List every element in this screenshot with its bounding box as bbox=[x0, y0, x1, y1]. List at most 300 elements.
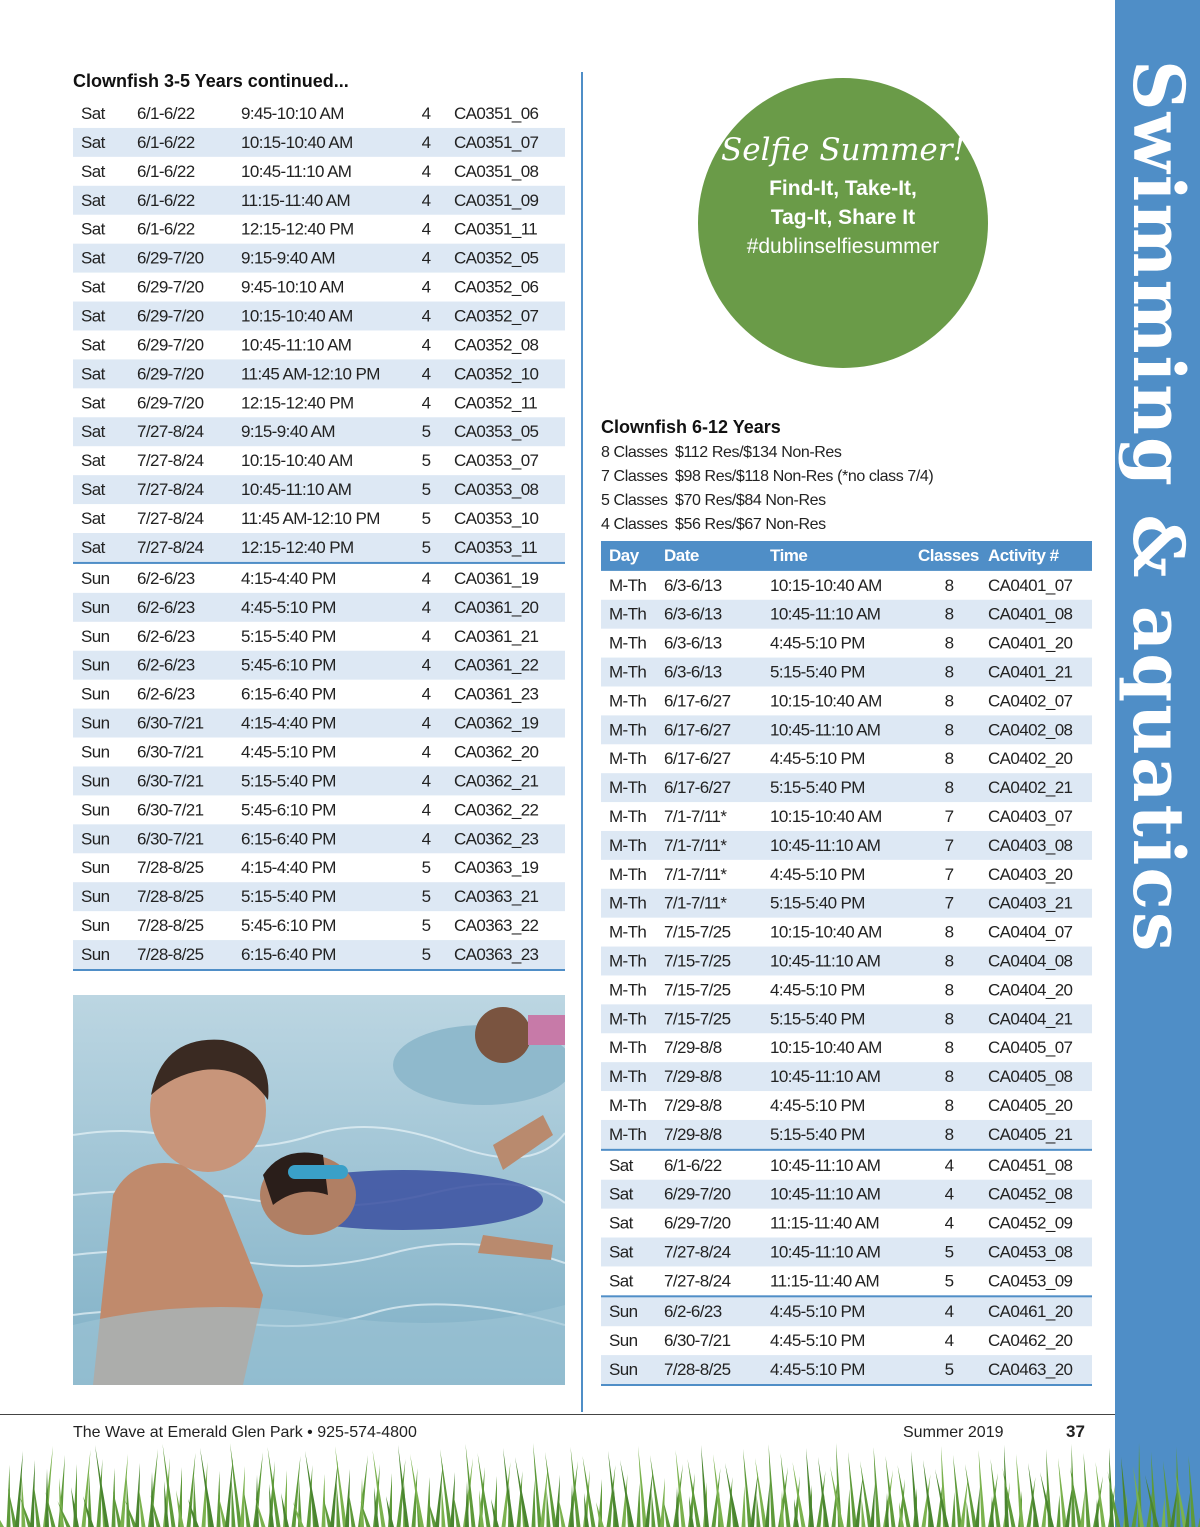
cell-classes: 4 bbox=[421, 103, 431, 123]
cell-date: 6/30-7/21 bbox=[137, 799, 204, 819]
table-row bbox=[73, 622, 565, 651]
table-row bbox=[601, 860, 1092, 889]
cell-time: 10:45-11:10 AM bbox=[762, 947, 910, 976]
cell-activity: CA0453_09 bbox=[988, 1270, 1073, 1290]
table-row bbox=[601, 1326, 1092, 1355]
cell-date: 6/3-6/13 bbox=[664, 575, 722, 595]
cell-date: 6/1-6/22 bbox=[137, 103, 195, 123]
header-classes: Classes bbox=[910, 541, 980, 571]
cell-activity: CA0361_23 bbox=[454, 684, 539, 704]
cell-time: 6:15-6:40 PM bbox=[233, 824, 398, 853]
cell-activity: CA0352_05 bbox=[446, 244, 565, 273]
right-schedule-table bbox=[601, 541, 1092, 1386]
cell-time: 10:15-10:40 AM bbox=[770, 690, 882, 710]
grass-decoration bbox=[0, 1440, 1200, 1527]
column-divider bbox=[581, 72, 583, 1412]
table-row bbox=[601, 773, 1092, 802]
cell-date: 6/1-6/22 bbox=[137, 219, 195, 239]
cell-activity: CA0353_05 bbox=[446, 417, 565, 446]
cell-activity: CA0362_23 bbox=[446, 824, 565, 853]
cell-date: 7/27-8/24 bbox=[137, 450, 204, 470]
cell-day: Sat bbox=[601, 1150, 656, 1180]
cell-activity: CA0403_08 bbox=[980, 831, 1092, 860]
cell-activity: CA0402_07 bbox=[988, 690, 1073, 710]
cell-classes: 5 bbox=[398, 882, 446, 911]
table-row bbox=[601, 571, 1092, 600]
table-row bbox=[601, 715, 1092, 744]
cell-time: 4:45-5:10 PM bbox=[770, 1330, 865, 1350]
table-row bbox=[601, 1150, 1092, 1180]
cell-activity: CA0363_23 bbox=[446, 940, 565, 970]
cell-time: 11:15-11:40 AM bbox=[233, 186, 398, 215]
table-row bbox=[601, 802, 1092, 831]
cell-day: M-Th bbox=[601, 773, 656, 802]
cell-date: 6/1-6/22 bbox=[129, 186, 233, 215]
cell-day: M-Th bbox=[609, 690, 647, 710]
table-row bbox=[601, 658, 1092, 687]
cell-time: 10:45-11:10 AM bbox=[241, 161, 352, 181]
cell-activity: CA0462_20 bbox=[988, 1330, 1073, 1350]
cell-day: M-Th bbox=[609, 1037, 647, 1057]
cell-time: 5:15-5:40 PM bbox=[762, 773, 910, 802]
cell-day: Sat bbox=[73, 359, 129, 388]
cell-time: 10:45-11:10 AM bbox=[762, 831, 910, 860]
cell-classes: 4 bbox=[398, 593, 446, 622]
badge-title: Selfie Summer! bbox=[721, 132, 965, 168]
cell-time: 12:15-12:40 PM bbox=[241, 392, 354, 412]
cell-date: 7/29-8/8 bbox=[656, 1062, 762, 1091]
cell-time: 5:15-5:40 PM bbox=[762, 889, 910, 918]
cell-activity: CA0403_07 bbox=[988, 806, 1073, 826]
badge-hashtag: #dublinselfiesummer bbox=[746, 235, 940, 258]
pricing-price: $98 Res/$118 Non-Res (*no class 7/4) bbox=[675, 468, 934, 485]
cell-activity: CA0361_19 bbox=[446, 563, 565, 593]
cell-day: Sun bbox=[81, 857, 110, 877]
cell-activity: CA0405_08 bbox=[980, 1062, 1092, 1091]
cell-activity: CA0363_22 bbox=[454, 915, 539, 935]
cell-classes: 8 bbox=[944, 1095, 954, 1115]
cell-date: 7/29-8/8 bbox=[656, 1120, 762, 1150]
cell-day: Sat bbox=[609, 1213, 633, 1233]
cell-time: 10:15-10:40 AM bbox=[233, 128, 398, 157]
cell-day: M-Th bbox=[609, 633, 647, 653]
cell-classes: 5 bbox=[398, 417, 446, 446]
cell-classes: 4 bbox=[944, 1330, 954, 1350]
cell-time: 4:45-5:10 PM bbox=[770, 633, 865, 653]
cell-activity: CA0452_09 bbox=[988, 1213, 1073, 1233]
cell-activity: CA0404_20 bbox=[988, 979, 1073, 999]
cell-activity: CA0463_20 bbox=[980, 1355, 1092, 1385]
table-row bbox=[73, 244, 565, 273]
cell-time: 5:15-5:40 PM bbox=[233, 882, 398, 911]
cell-date: 7/29-8/8 bbox=[664, 1095, 722, 1115]
cell-classes: 4 bbox=[421, 684, 431, 704]
cell-time: 4:45-5:10 PM bbox=[233, 593, 398, 622]
table-row bbox=[73, 940, 565, 970]
cell-activity: CA0361_20 bbox=[446, 593, 565, 622]
table-row bbox=[601, 1091, 1092, 1120]
cell-date: 7/27-8/24 bbox=[656, 1238, 762, 1267]
cell-time: 9:15-9:40 AM bbox=[233, 417, 398, 446]
cell-date: 6/29-7/20 bbox=[129, 359, 233, 388]
cell-day: Sat bbox=[601, 1238, 656, 1267]
cell-classes: 5 bbox=[398, 475, 446, 504]
cell-time: 5:15-5:40 PM bbox=[762, 658, 910, 687]
cell-activity: CA0405_21 bbox=[980, 1120, 1092, 1150]
cell-time: 10:45-11:10 AM bbox=[762, 600, 910, 629]
cell-activity: CA0352_08 bbox=[454, 334, 539, 354]
pricing-row bbox=[601, 513, 933, 537]
table-row bbox=[601, 1238, 1092, 1267]
table-header-row bbox=[601, 541, 1092, 571]
cell-date: 7/27-8/24 bbox=[129, 475, 233, 504]
cell-activity: CA0353_11 bbox=[446, 533, 565, 563]
pricing-price: $112 Res/$134 Non-Res bbox=[675, 444, 842, 461]
cell-classes: 4 bbox=[421, 626, 431, 646]
cell-classes: 4 bbox=[421, 277, 431, 297]
cell-activity: CA0404_21 bbox=[980, 1004, 1092, 1033]
cell-date: 6/17-6/27 bbox=[656, 773, 762, 802]
footer-season: Summer 2019 bbox=[903, 1424, 1004, 1441]
cell-date: 7/15-7/25 bbox=[664, 979, 731, 999]
cell-activity: CA0351_11 bbox=[454, 219, 538, 239]
cell-date: 7/1-7/11* bbox=[656, 889, 762, 918]
table-row bbox=[73, 99, 565, 128]
cell-date: 6/1-6/22 bbox=[129, 128, 233, 157]
right-section-title: Clownfish 6-12 Years bbox=[601, 417, 781, 437]
table-row bbox=[601, 1209, 1092, 1238]
table-row bbox=[601, 1180, 1092, 1209]
cell-classes: 4 bbox=[421, 161, 431, 181]
cell-date: 7/27-8/24 bbox=[129, 417, 233, 446]
cell-activity: CA0352_10 bbox=[446, 359, 565, 388]
cell-day: M-Th bbox=[609, 1095, 647, 1115]
cell-date: 6/30-7/21 bbox=[137, 742, 204, 761]
cell-activity: CA0404_07 bbox=[988, 922, 1073, 942]
cell-classes: 7 bbox=[910, 831, 980, 860]
cell-activity: CA0401_07 bbox=[988, 575, 1073, 595]
cell-day: Sat bbox=[81, 450, 105, 470]
pricing-row bbox=[601, 465, 933, 489]
table-row bbox=[601, 1296, 1092, 1326]
cell-date: 6/2-6/23 bbox=[137, 626, 195, 646]
table-row bbox=[73, 302, 565, 331]
table-row bbox=[73, 273, 565, 302]
header-day: Day bbox=[601, 541, 656, 571]
cell-time: 5:45-6:10 PM bbox=[241, 799, 336, 819]
cell-classes: 8 bbox=[944, 979, 954, 999]
cell-classes: 5 bbox=[910, 1238, 980, 1267]
table-row bbox=[73, 533, 565, 563]
cell-date: 7/28-8/25 bbox=[137, 857, 204, 877]
cell-date: 6/29-7/20 bbox=[656, 1180, 762, 1209]
cell-time: 4:15-4:40 PM bbox=[233, 563, 398, 593]
cell-activity: CA0361_21 bbox=[454, 626, 539, 646]
table-row bbox=[73, 157, 565, 186]
cell-classes: 4 bbox=[398, 709, 446, 738]
cell-classes: 5 bbox=[398, 940, 446, 970]
cell-time: 4:45-5:10 PM bbox=[770, 748, 865, 768]
cell-activity: CA0362_20 bbox=[454, 742, 539, 761]
cell-time: 10:15-10:40 AM bbox=[770, 575, 882, 595]
cell-activity: CA0461_20 bbox=[980, 1296, 1092, 1326]
page-number: 37 bbox=[1066, 1422, 1085, 1441]
cell-day: Sun bbox=[73, 651, 129, 680]
cell-day: Sun bbox=[81, 799, 110, 819]
cell-time: 10:45-11:10 AM bbox=[762, 1062, 910, 1091]
cell-date: 6/2-6/23 bbox=[129, 593, 233, 622]
cell-classes: 4 bbox=[910, 1296, 980, 1326]
cell-activity: CA0351_09 bbox=[446, 186, 565, 215]
cell-classes: 5 bbox=[421, 450, 431, 470]
cell-time: 5:45-6:10 PM bbox=[233, 651, 398, 680]
table-row bbox=[73, 388, 565, 417]
table-row bbox=[601, 1004, 1092, 1033]
cell-classes: 4 bbox=[398, 766, 446, 795]
cell-date: 6/29-7/20 bbox=[664, 1213, 731, 1233]
cell-activity: CA0453_08 bbox=[980, 1238, 1092, 1267]
cell-classes: 4 bbox=[398, 563, 446, 593]
cell-date: 6/29-7/20 bbox=[137, 392, 204, 412]
cell-date: 6/30-7/21 bbox=[129, 709, 233, 738]
cell-activity: CA0403_21 bbox=[980, 889, 1092, 918]
cell-time: 6:15-6:40 PM bbox=[241, 684, 336, 704]
cell-day: Sun bbox=[609, 1330, 638, 1350]
cell-classes: 7 bbox=[944, 806, 954, 826]
cell-day: M-Th bbox=[609, 864, 647, 884]
cell-time: 4:45-5:10 PM bbox=[770, 864, 865, 884]
cell-day: Sun bbox=[81, 742, 110, 761]
cell-activity: CA0403_20 bbox=[988, 864, 1073, 884]
cell-activity: CA0361_22 bbox=[446, 651, 565, 680]
cell-classes: 5 bbox=[944, 1270, 954, 1290]
cell-date: 6/1-6/22 bbox=[656, 1150, 762, 1180]
table-row bbox=[73, 651, 565, 680]
cell-day: M-Th bbox=[601, 658, 656, 687]
cell-date: 7/28-8/25 bbox=[129, 940, 233, 970]
table-row bbox=[601, 1355, 1092, 1385]
cell-classes: 4 bbox=[398, 651, 446, 680]
header-activity: Activity # bbox=[980, 541, 1092, 571]
cell-activity: CA0362_22 bbox=[454, 799, 539, 819]
cell-classes: 4 bbox=[398, 824, 446, 853]
cell-day: Sun bbox=[73, 563, 129, 593]
cell-day: Sat bbox=[73, 128, 129, 157]
cell-classes: 4 bbox=[910, 1150, 980, 1180]
cell-classes: 4 bbox=[421, 742, 431, 761]
cell-date: 7/27-8/24 bbox=[129, 533, 233, 563]
left-schedule-table bbox=[73, 99, 565, 971]
badge-line-2: Tag-It, Share It bbox=[770, 206, 916, 229]
cell-date: 6/1-6/22 bbox=[137, 161, 195, 181]
cell-time: 11:15-11:40 AM bbox=[770, 1213, 880, 1233]
table-row bbox=[73, 186, 565, 215]
cell-time: 4:45-5:10 PM bbox=[241, 742, 336, 761]
table-row bbox=[601, 629, 1092, 658]
cell-day: Sat bbox=[609, 1270, 633, 1290]
cell-activity: CA0362_21 bbox=[446, 766, 565, 795]
cell-day: M-Th bbox=[601, 947, 656, 976]
table-row bbox=[601, 1062, 1092, 1091]
cell-classes: 4 bbox=[398, 186, 446, 215]
cell-day: Sat bbox=[81, 277, 105, 297]
cell-day: Sat bbox=[73, 475, 129, 504]
sidebar-section-title: Swimming & aquatics bbox=[1117, 60, 1200, 954]
cell-time: 5:45-6:10 PM bbox=[241, 915, 336, 935]
cell-date: 6/30-7/21 bbox=[664, 1330, 731, 1350]
cell-time: 4:45-5:10 PM bbox=[762, 1296, 910, 1326]
cell-day: Sun bbox=[73, 709, 129, 738]
cell-time: 10:15-10:40 AM bbox=[770, 806, 882, 826]
cell-date: 6/17-6/27 bbox=[656, 715, 762, 744]
cell-date: 6/30-7/21 bbox=[129, 766, 233, 795]
cell-time: 11:15-11:40 AM bbox=[770, 1270, 880, 1290]
cell-date: 6/2-6/23 bbox=[137, 684, 195, 704]
cell-classes: 4 bbox=[421, 799, 431, 819]
table-row bbox=[601, 918, 1092, 947]
cell-day: Sun bbox=[81, 915, 110, 935]
badge-line-1: Find-It, Take-It, bbox=[769, 177, 917, 200]
cell-time: 5:15-5:40 PM bbox=[762, 1120, 910, 1150]
cell-day: Sun bbox=[73, 882, 129, 911]
cell-activity: CA0351_06 bbox=[454, 103, 539, 123]
cell-date: 6/17-6/27 bbox=[664, 690, 731, 710]
cell-day: Sat bbox=[73, 417, 129, 446]
table-row bbox=[73, 417, 565, 446]
table-row bbox=[73, 766, 565, 795]
cell-activity: CA0401_21 bbox=[980, 658, 1092, 687]
cell-activity: CA0363_21 bbox=[446, 882, 565, 911]
cell-time: 10:45-11:10 AM bbox=[762, 1238, 910, 1267]
cell-day: Sat bbox=[73, 533, 129, 563]
cell-date: 7/15-7/25 bbox=[656, 1004, 762, 1033]
cell-time: 10:45-11:10 AM bbox=[762, 1180, 910, 1209]
cell-day: Sat bbox=[81, 161, 105, 181]
cell-time: 4:15-4:40 PM bbox=[241, 857, 336, 877]
cell-time: 10:15-10:40 AM bbox=[770, 1037, 882, 1057]
pricing-list bbox=[601, 441, 933, 537]
cell-classes: 4 bbox=[398, 359, 446, 388]
cell-date: 6/30-7/21 bbox=[129, 824, 233, 853]
pricing-count: 8 Classes bbox=[601, 444, 668, 461]
cell-classes: 8 bbox=[910, 600, 980, 629]
table-row bbox=[73, 738, 565, 767]
cell-date: 6/2-6/23 bbox=[656, 1296, 762, 1326]
cell-date: 7/15-7/25 bbox=[664, 922, 731, 942]
cell-day: M-Th bbox=[601, 1004, 656, 1033]
cell-date: 6/29-7/20 bbox=[137, 334, 204, 354]
cell-date: 6/29-7/20 bbox=[129, 302, 233, 331]
cell-day: Sat bbox=[73, 186, 129, 215]
cell-day: Sun bbox=[73, 940, 129, 970]
cell-time: 9:45-10:10 AM bbox=[241, 277, 344, 297]
selfie-summer-badge bbox=[698, 78, 988, 368]
cell-date: 7/28-8/25 bbox=[656, 1355, 762, 1385]
cell-day: M-Th bbox=[601, 831, 656, 860]
cell-day: Sat bbox=[81, 392, 105, 412]
cell-activity: CA0405_20 bbox=[988, 1095, 1073, 1115]
cell-time: 12:15-12:40 PM bbox=[233, 533, 398, 563]
cell-activity: CA0351_07 bbox=[446, 128, 565, 157]
cell-time: 4:45-5:10 PM bbox=[770, 1095, 865, 1115]
pricing-row bbox=[601, 441, 933, 465]
cell-activity: CA0402_08 bbox=[980, 715, 1092, 744]
cell-classes: 4 bbox=[398, 302, 446, 331]
cell-classes: 8 bbox=[910, 1004, 980, 1033]
cell-activity: CA0362_19 bbox=[446, 709, 565, 738]
cell-classes: 4 bbox=[398, 244, 446, 273]
cell-day: Sun bbox=[73, 824, 129, 853]
cell-day: Sun bbox=[601, 1355, 656, 1385]
cell-classes: 4 bbox=[421, 392, 431, 412]
pricing-count: 4 Classes bbox=[601, 516, 668, 533]
cell-day: M-Th bbox=[609, 922, 647, 942]
cell-date: 7/27-8/24 bbox=[137, 508, 204, 528]
cell-activity: CA0402_21 bbox=[980, 773, 1092, 802]
cell-day: Sat bbox=[81, 334, 105, 354]
cell-activity: CA0405_07 bbox=[988, 1037, 1073, 1057]
cell-date: 7/15-7/25 bbox=[656, 947, 762, 976]
table-row bbox=[73, 824, 565, 853]
table-row bbox=[73, 795, 565, 824]
table-row bbox=[73, 475, 565, 504]
table-row bbox=[601, 947, 1092, 976]
cell-day: M-Th bbox=[609, 806, 647, 826]
swim-lesson-photo bbox=[73, 995, 565, 1385]
pricing-count: 5 Classes bbox=[601, 492, 668, 509]
cell-day: M-Th bbox=[609, 748, 647, 768]
cell-time: 5:15-5:40 PM bbox=[762, 1004, 910, 1033]
left-section-title: Clownfish 3-5 Years continued... bbox=[73, 71, 349, 91]
pricing-row bbox=[601, 489, 933, 513]
cell-classes: 8 bbox=[944, 1037, 954, 1057]
cell-day: Sat bbox=[81, 103, 105, 123]
table-row bbox=[73, 215, 565, 244]
cell-date: 6/3-6/13 bbox=[664, 633, 722, 653]
cell-date: 7/28-8/25 bbox=[137, 915, 204, 935]
cell-classes: 8 bbox=[944, 575, 954, 595]
cell-activity: CA0451_08 bbox=[980, 1150, 1092, 1180]
cell-day: M-Th bbox=[601, 889, 656, 918]
cell-date: 7/29-8/8 bbox=[664, 1037, 722, 1057]
header-date: Date bbox=[656, 541, 762, 571]
table-row bbox=[601, 975, 1092, 1004]
pricing-price: $70 Res/$84 Non-Res bbox=[675, 492, 826, 509]
cell-day: Sun bbox=[81, 684, 110, 704]
cell-day: Sun bbox=[601, 1296, 656, 1326]
cell-day: M-Th bbox=[601, 1120, 656, 1150]
cell-day: M-Th bbox=[601, 1062, 656, 1091]
table-row bbox=[73, 359, 565, 388]
header-time: Time bbox=[762, 541, 910, 571]
cell-time: 5:15-5:40 PM bbox=[241, 626, 336, 646]
cell-classes: 8 bbox=[944, 922, 954, 942]
table-row bbox=[73, 709, 565, 738]
cell-time: 10:45-11:10 AM bbox=[241, 334, 352, 354]
table-row bbox=[601, 1120, 1092, 1150]
table-row bbox=[73, 446, 565, 475]
cell-classes: 8 bbox=[910, 947, 980, 976]
cell-day: Sat bbox=[601, 1180, 656, 1209]
cell-activity: CA0351_08 bbox=[454, 161, 539, 181]
cell-time: 4:15-4:40 PM bbox=[233, 709, 398, 738]
cell-time: 9:45-10:10 AM bbox=[241, 103, 344, 123]
cell-day: M-Th bbox=[609, 979, 647, 999]
table-row bbox=[73, 128, 565, 157]
cell-date: 6/29-7/20 bbox=[137, 277, 204, 297]
cell-classes: 8 bbox=[910, 1062, 980, 1091]
cell-day: Sun bbox=[81, 626, 110, 646]
